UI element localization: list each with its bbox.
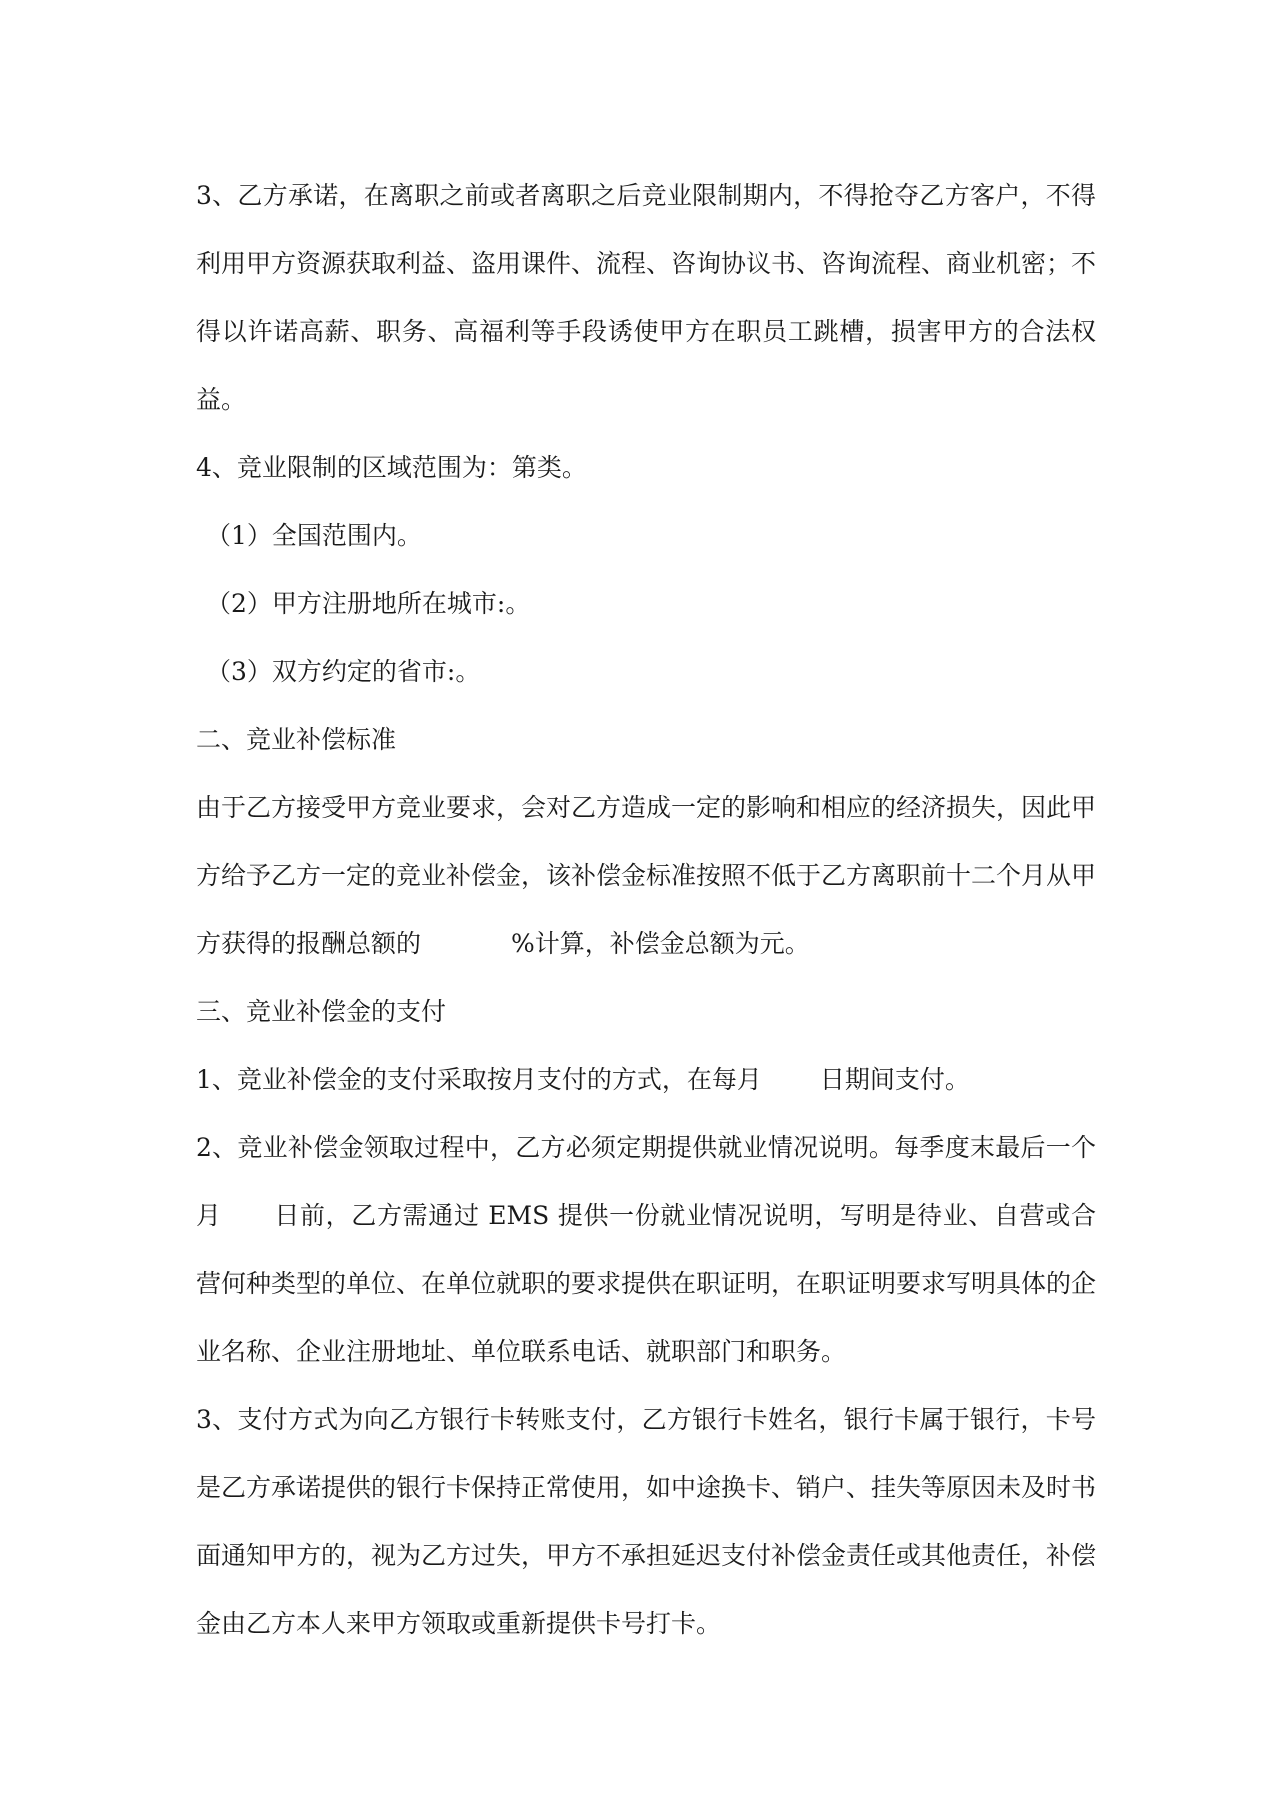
region-option-1: （1）全国范围内。 xyxy=(206,521,422,550)
clause-3-2 xyxy=(196,1114,1096,1386)
section-3-heading: 三、竞业补偿金的支付 xyxy=(196,997,447,1026)
clause-3-2-part1: 2、竞业补偿金领取过程中，乙方必须定期提供就业情况说明。每季度末最后一个月 xyxy=(196,1133,1096,1230)
section-2-body-part1: 由于乙方接受甲方竞业要求，会对乙方造成一定的影响和相应的经济损失，因此甲方给予乙方一定的竞业补偿金，该补偿金标准按照不低于乙方离职前十二个月从甲方获得的报酬总额的 xyxy=(196,793,1097,958)
clause-3-3: 3、支付方式为向乙方银行卡转账支付，乙方银行卡姓名，银行卡属于银行，卡号是乙方承诺提供的银行卡保持正常使用，如中途换卡、销户、挂失等原因未及时书面通知甲方的，视为乙方过失，甲方不承担延迟支付补偿金责任或其他责任，补偿金由乙方本人来甲方领取或重新提供卡号打卡。 xyxy=(196,1405,1097,1638)
section-2-body-part2: %计算，补偿金总额为元。 xyxy=(511,929,810,958)
document-page xyxy=(196,162,1096,1658)
clause-1-3: 3、乙方承诺，在离职之前或者离职之后竞业限制期内，不得抢夺乙方客户，不得利用甲方资源获取利益、盗用课件、流程、咨询协议书、咨询流程、商业机密；不得以许诺高薪、职务、高福利等手段诱使甲方在职员工跳槽，损害甲方的合法权益。 xyxy=(196,181,1097,414)
clause-3-1-part1: 1、竞业补偿金的支付采取按月支付的方式，在每月 xyxy=(196,1065,762,1094)
clause-1-4: 4、竞业限制的区域范围为：第类。 xyxy=(196,453,587,482)
clause-3-2-part2: 日前，乙方需通过 EMS 提供一份就业情况说明，写明是待业、自营或合营何种类型的单位、在单位就职的要求提供在职证明，在职证明要求写明具体的企业名称、企业注册地址、单位联系电话、就职部门和职务。 xyxy=(196,1201,1097,1366)
section-2-body xyxy=(196,774,1096,978)
region-option-2: （2）甲方注册地所在城市:。 xyxy=(206,589,531,618)
section-2-heading: 二、竞业补偿标准 xyxy=(196,725,397,754)
region-option-3: （3）双方约定的省市:。 xyxy=(206,657,481,686)
clause-3-1 xyxy=(196,1046,1096,1114)
clause-3-1-part2: 日期间支付。 xyxy=(819,1065,970,1094)
